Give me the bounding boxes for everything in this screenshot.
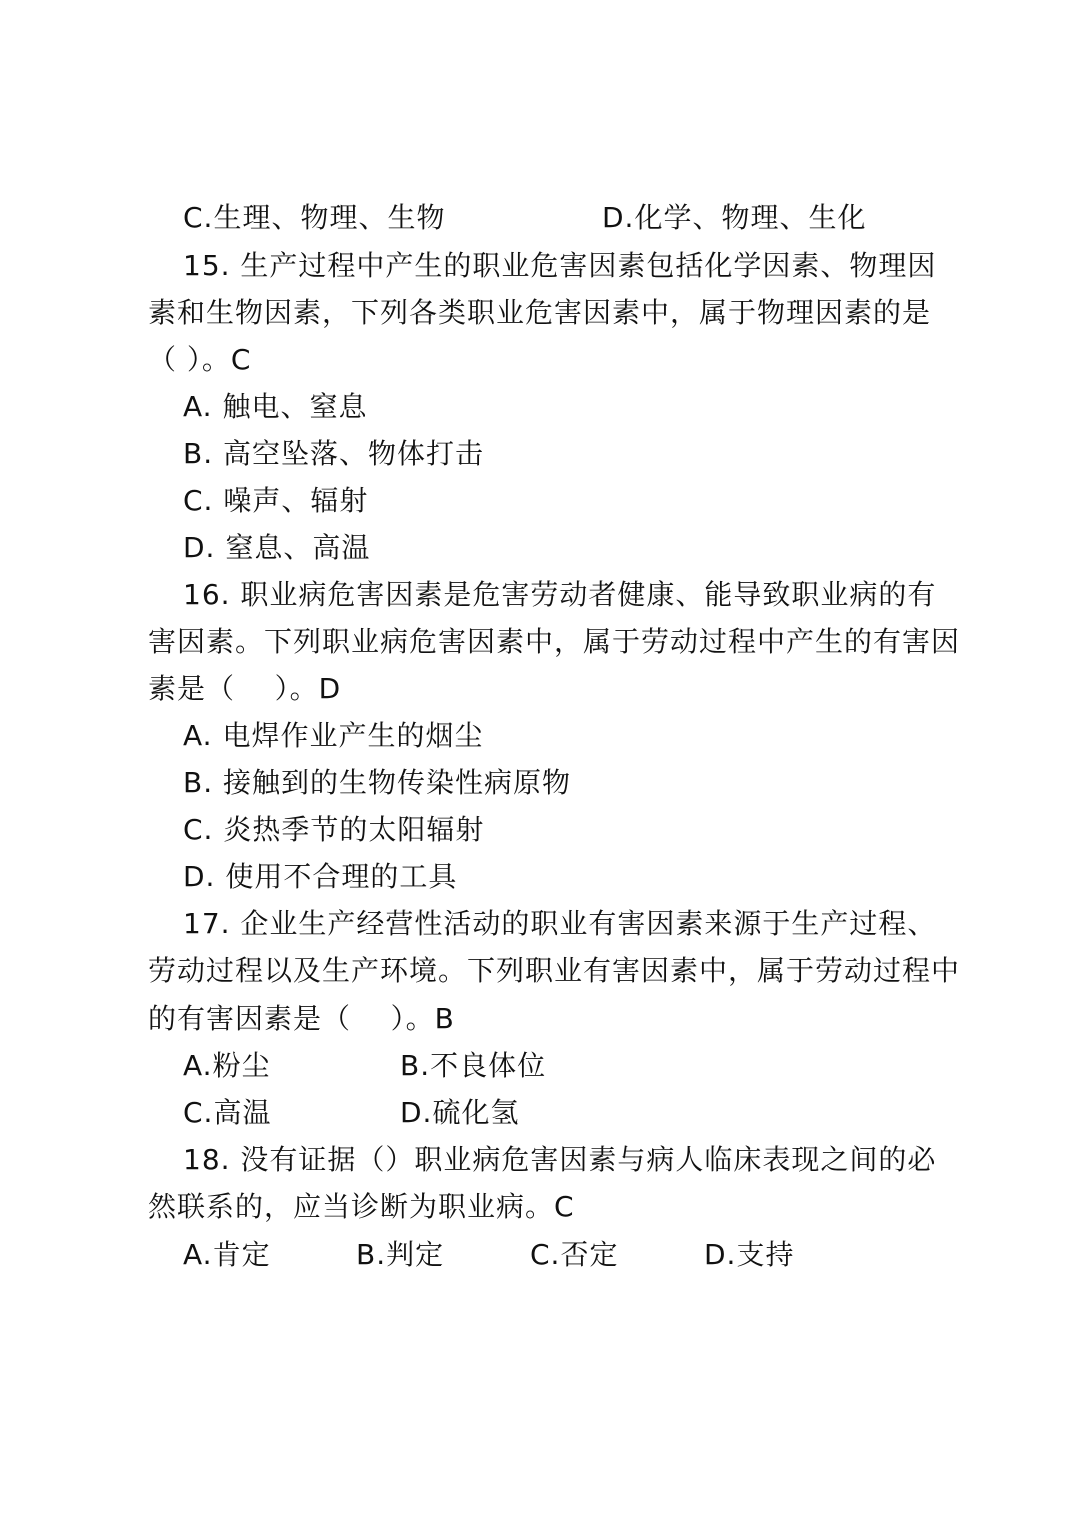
- q18-option-d: D.支持: [704, 1238, 795, 1271]
- q18-option-b: B.判定: [356, 1238, 445, 1271]
- q17-text-line3: 的有害因素是（ ）。B: [148, 1002, 455, 1035]
- q16-text-line1: 16. 职业病危害因素是危害劳动者健康、能导致职业病的有: [183, 578, 937, 611]
- q15-option-b: B. 高空坠落、物体打击: [183, 437, 485, 470]
- q18-option-a: A.肯定: [183, 1238, 271, 1271]
- q16-text-line2: 害因素。下列职业病危害因素中，属于劳动过程中产生的有害因: [148, 625, 961, 658]
- q18-text-line2: 然联系的，应当诊断为职业病。C: [148, 1190, 575, 1223]
- q17-option-d: D.硫化氢: [400, 1096, 520, 1129]
- q18-text-line1: 18. 没有证据（）职业病危害因素与病人临床表现之间的必: [183, 1143, 937, 1176]
- q17-option-c: C.高温: [183, 1096, 272, 1129]
- q16-option-b: B. 接触到的生物传染性病原物: [183, 766, 572, 799]
- q14-option-d: D.化学、物理、生化: [602, 201, 867, 234]
- q17-text-line2: 劳动过程以及生产环境。下列职业有害因素中，属于劳动过程中: [148, 954, 961, 987]
- q16-option-c: C. 炎热季节的太阳辐射: [183, 813, 485, 846]
- q15-text-line2: 素和生物因素，下列各类职业危害因素中，属于物理因素的是: [148, 296, 932, 329]
- q15-option-c: C. 噪声、辐射: [183, 484, 369, 517]
- q15-text-line1: 15. 生产过程中产生的职业危害因素包括化学因素、物理因: [183, 249, 937, 282]
- q17-text-line1: 17. 企业生产经营性活动的职业有害因素来源于生产过程、: [183, 907, 937, 940]
- q18-option-c: C.否定: [530, 1238, 619, 1271]
- q16-option-a: A. 电焊作业产生的烟尘: [183, 719, 484, 752]
- q15-option-d: D. 窒息、高温: [183, 531, 371, 564]
- q16-option-d: D. 使用不合理的工具: [183, 860, 458, 893]
- q17-option-b: B.不良体位: [400, 1049, 547, 1082]
- q16-text-line3: 素是（ ）。D: [148, 672, 342, 705]
- q15-option-a: A. 触电、窒息: [183, 390, 368, 423]
- q17-option-a: A.粉尘: [183, 1049, 271, 1082]
- q14-option-c: C.生理、物理、生物: [183, 201, 446, 234]
- q15-text-line3: （ ）。C: [148, 343, 252, 376]
